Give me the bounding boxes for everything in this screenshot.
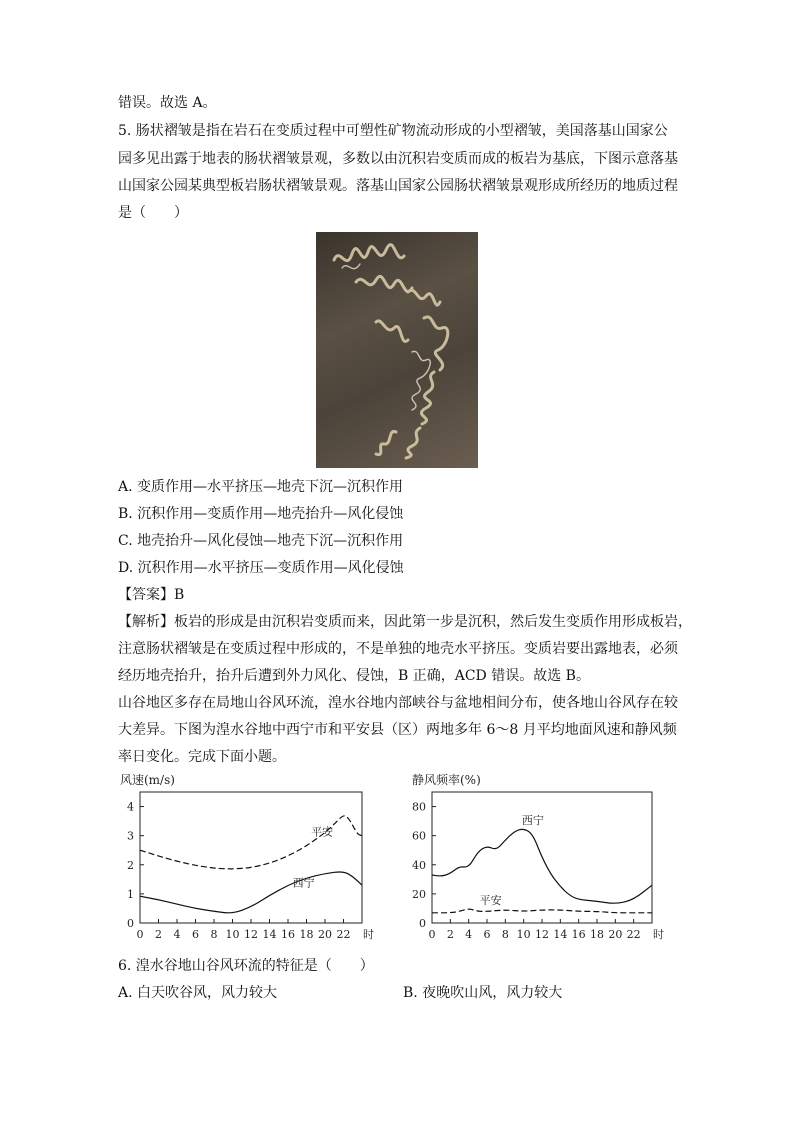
option-c: C. 地壳抬升—风化侵蚀—地壳下沉—沉积作用 [118,533,404,549]
y-tick-label: 2 [127,858,134,872]
x-tick-label: 18 [299,928,314,941]
calm-frequency-chart [402,770,672,954]
series-line-xining [140,872,362,913]
answer: 【答案】B [118,587,185,603]
analysis-line: 【解析】板岩的形成是由沉积岩变质而来，因此第一步是沉积，然后发生变质作用形成板岩， [118,614,692,630]
x-tick-label: 4 [173,928,181,941]
text-line: 错误。故选 A。 [118,95,217,111]
y-tick-label: 20 [412,887,426,901]
y-tick-label: 0 [419,917,426,930]
option-b: B. 夜晚吹山风，风力较大 [403,985,563,1001]
x-tick-label: 2 [446,928,454,941]
y-tick-label: 80 [412,800,426,814]
slate-fold-photo [316,232,478,468]
option-b: B. 沉积作用—变质作用—地壳抬升—风化侵蚀 [118,506,404,522]
x-tick-label: 16 [571,928,586,941]
option-a: A. 变质作用—水平挤压—地壳下沉—沉积作用 [118,479,404,495]
text-line: 园多见出露于地表的肠状褶皱景观，多数以由沉积岩变质而成的板岩为基底，下图示意落基 [118,151,678,167]
series-line-pingan [432,909,652,913]
question-6-stem: 6. 湟水谷地山谷风环流的特征是（ ） [118,958,374,974]
option-d: D. 沉积作用—水平挤压—变质作用—风化侵蚀 [118,560,404,576]
y-tick-label: 0 [127,917,134,930]
x-tick-label: 2 [155,928,162,941]
x-tick-label: 20 [318,928,332,941]
x-tick-label: 22 [626,928,641,941]
y-tick-label: 4 [127,800,134,814]
x-tick-label: 14 [553,928,568,941]
y-axis-label: 风速(m/s) [120,773,175,787]
y-tick-label: 40 [412,858,426,872]
y-axis-label: 静风频率(%) [412,773,481,787]
x-tick-label: 0 [136,928,144,941]
x-tick-label: 4 [465,928,473,941]
x-tick-label: 18 [590,928,604,941]
y-tick-label: 1 [127,887,134,901]
series-label: 平安 [479,894,502,908]
analysis-line: 注意肠状褶皱是在变质过程中形成的，不是单独的地壳水平挤压。变质岩要出露地表，必须 [118,641,678,657]
x-tick-label: 6 [192,928,199,941]
calm-frequency-chart-svg [402,770,672,950]
x-tick-label: 10 [225,928,240,941]
intro-line: 率日变化。完成下面小题。 [118,749,286,765]
series-label: 西宁 [292,876,315,890]
x-tick-label: 8 [501,928,509,941]
series-label: 西宁 [521,814,544,828]
intro-line: 大差异。下图为湟水谷地中西宁市和平安县（区）两地多年 6～8 月平均地面风速和静风频 [118,722,677,738]
x-tick-label: 22 [336,928,351,941]
x-axis-label: 时 [653,928,664,941]
x-tick-label: 20 [608,928,623,941]
y-tick-label: 3 [127,829,134,843]
x-tick-label: 8 [210,928,218,941]
x-axis-label: 时 [363,928,374,941]
text-line: 山国家公园某典型板岩肠状褶皱景观。落基山国家公园肠状褶皱景观形成所经历的地质过程 [118,178,678,194]
text-line: 是（ ） [118,205,188,221]
y-tick-label: 60 [412,829,426,843]
fold-pattern-image [316,232,478,468]
option-a: A. 白天吹谷风，风力较大 [118,985,278,1001]
series-line-xining [432,829,652,903]
x-tick-label: 10 [516,928,531,941]
x-tick-label: 14 [262,928,277,941]
x-tick-label: 16 [281,928,295,941]
wind-speed-chart [112,770,382,954]
analysis-line: 经历地壳抬升，抬升后遭到外力风化、侵蚀，B 正确，ACD 错误。故选 B。 [118,668,590,684]
series-line-pingan [140,816,362,869]
wind-speed-chart-svg [112,770,382,950]
x-tick-label: 0 [428,928,436,941]
series-label: 平安 [311,825,334,839]
intro-line: 山谷地区多存在局地山谷风环流，湟水谷地内部峡谷与盆地相间分布，使各地山谷风存在较 [118,695,678,711]
x-tick-label: 12 [535,928,549,941]
question-5-stem: 5. 肠状褶皱是指在岩石在变质过程中可塑性矿物流动形成的小型褶皱，美国落基山国家公 [118,123,668,139]
x-tick-label: 6 [483,928,491,941]
x-tick-label: 12 [244,928,258,941]
